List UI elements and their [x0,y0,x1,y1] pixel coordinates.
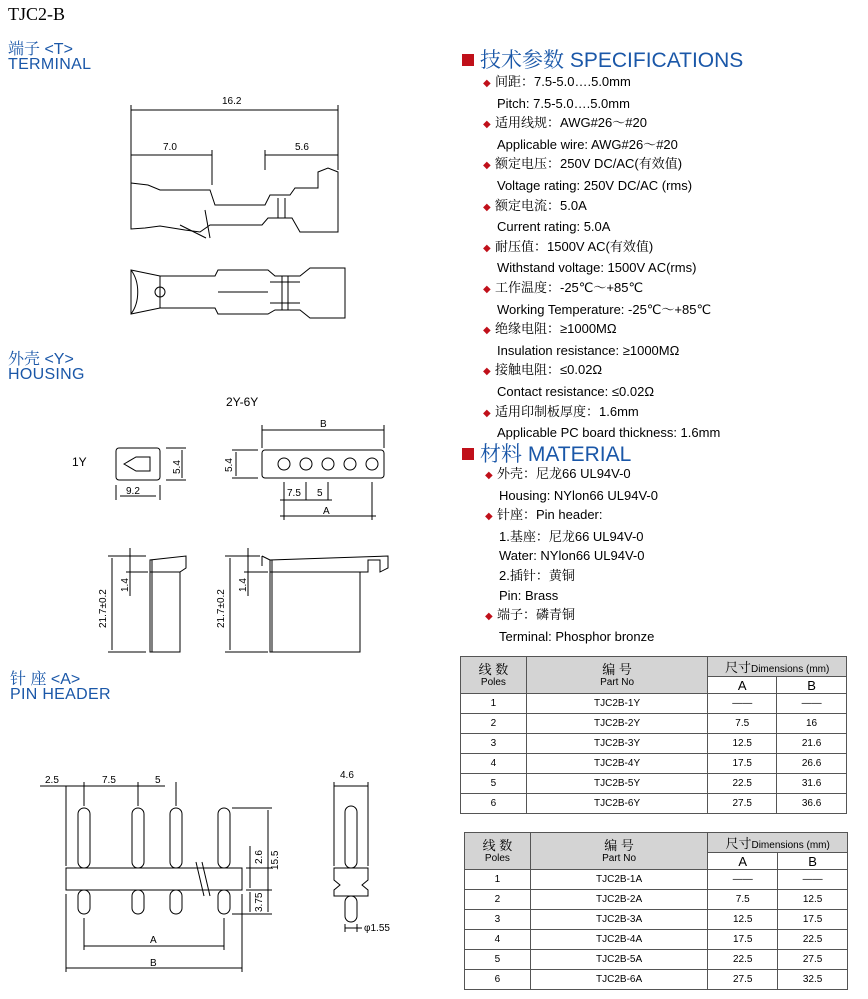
spec-item: ◆ 间距：7.5-5.0….5.0mm [497,72,720,94]
dim-side2-h: 1.4 [238,578,249,592]
col-a: A [708,677,777,694]
dim-2y-pitch2: 5 [317,488,323,499]
table-row: 6 TJC2B-6A 27.5 32.5 [465,970,848,990]
dim-2y-B: B [320,419,327,430]
dim-ph-15-5: 15.5 [270,850,281,870]
dim-2y-height: 5.4 [224,458,235,472]
table-row: 3 TJC2B-3Y 12.5 21.6 [461,734,847,754]
table-row: 4 TJC2B-4A 17.5 22.5 [465,930,848,950]
spec-item-en: Applicable PC board thickness: 1.6mm [497,425,721,441]
dim-1y-width: 9.2 [126,486,140,497]
spec-item: ◆ 工作温度：-25℃～+85℃ [497,278,720,300]
dim-ph-B: B [150,958,157,969]
terminal-label-cn: 端子 <T> [8,41,73,58]
material-line: ◆ 端子：磷青铜 [499,605,658,627]
dim-side1-total: 21.7±0.2 [98,589,109,628]
material-line: Water: NYlon66 UL94V-0 [499,548,645,564]
label-housing-1y: 1Y [72,455,87,469]
spec-item-en: Contact resistance: ≤0.02Ω [497,383,655,399]
dimension-table-pin-header [464,832,848,990]
material-line: Housing: NYlon66 UL94V-0 [499,487,658,503]
table-row: 5 TJC2B-5Y 22.5 31.6 [461,774,847,794]
spec-title-cn: 技术参数 [480,49,564,72]
material-line: 1.基座：尼龙66 UL94V-0 [499,528,644,544]
material-title-cn: 材料 [480,443,522,466]
material-line: 2.插针：黄铜 [499,567,575,583]
diamond-bullet-icon: ◆ [485,611,493,623]
table-row: 3 TJC2B-3A 12.5 17.5 [465,910,848,930]
dim-terminal-left: 7.0 [163,142,177,153]
material-line: Terminal: Phosphor bronze [499,628,655,644]
table-row: 4 TJC2B-4Y 17.5 26.6 [461,754,847,774]
col-part-no: 编 号 Part No [526,657,707,694]
col-dimensions: 尺寸Dimensions (mm) [708,657,847,677]
col-dimensions: 尺寸Dimensions (mm) [708,833,848,853]
spec-item-en: Current rating: 5.0A [497,219,611,235]
housing-label-en: HOUSING [8,366,85,383]
spec-item-en: Insulation resistance: ≥1000MΩ [497,342,680,358]
diamond-bullet-icon: ◆ [483,407,491,419]
terminal-label-en: TERMINAL [8,56,92,73]
dimension-table-housing [460,656,847,814]
diamond-bullet-icon: ◆ [483,366,491,378]
table-row: 2 TJC2B-2A 7.5 12.5 [465,890,848,910]
table-row: 5 TJC2B-5A 22.5 27.5 [465,950,848,970]
spec-item-en: Withstand voltage: 1500V AC(rms) [497,260,697,276]
dim-ph-2-6: 2.6 [254,850,265,864]
material-list [485,464,658,646]
spec-item-en: Voltage rating: 250V DC/AC (rms) [497,177,693,193]
dim-ph-2-5: 2.5 [45,775,59,786]
spec-item: ◆ 适用印制板厚度：1.6mm [497,402,720,424]
diamond-bullet-icon: ◆ [483,119,491,131]
table-row: 6 TJC2B-6Y 27.5 36.6 [461,794,847,814]
housing-2y6y-front [232,425,384,520]
label-housing-2y6y: 2Y-6Y [226,395,259,409]
col-poles: 线 数 Poles [465,833,531,870]
dim-ph-A: A [150,935,157,946]
spec-item-en: Applicable wire: AWG#26～#20 [497,136,678,152]
table-row: 1 TJC2B-1Y —— —— [461,694,847,714]
dim-terminal-right: 5.6 [295,142,309,153]
dim-ph-7-5: 7.5 [102,775,116,786]
diamond-bullet-icon: ◆ [483,242,491,254]
dim-ph-diameter: φ1.55 [364,923,390,934]
material-title-en: MATERIAL [527,443,632,466]
spec-item-en: Working Temperature: -25℃～+85℃ [497,301,712,317]
housing-side-view-1 [108,548,186,652]
col-part-no: 编 号 Part No [530,833,707,870]
dim-side2-total: 21.7±0.2 [216,589,227,628]
dim-ph-5: 5 [155,775,161,786]
col-b: B [778,853,848,870]
diamond-bullet-icon: ◆ [483,160,491,172]
table-row: 1 TJC2B-1A —— —— [465,870,848,890]
col-poles: 线 数 Poles [461,657,527,694]
diamond-bullet-icon: ◆ [485,470,493,481]
spec-item: ◆ 接触电阻：≤0.02Ω [497,360,720,382]
spec-item: ◆ 适用线规：AWG#26～#20 [497,113,720,135]
square-bullet-icon [462,54,474,66]
diamond-bullet-icon: ◆ [485,511,493,523]
terminal-side-view [131,105,338,238]
diamond-bullet-icon: ◆ [483,325,491,337]
dim-ph-4-6: 4.6 [340,770,354,781]
dim-terminal-total: 16.2 [222,96,242,107]
terminal-top-view [131,268,345,318]
col-b: B [777,677,847,694]
material-line: ◆ 针座：Pin header: [499,505,658,527]
pin-header-side [334,782,368,932]
spec-item: ◆ 绝缘电阻：≥1000MΩ [497,319,720,341]
pin-header-label-en: PIN HEADER [10,686,111,703]
housing-side-view-2 [225,548,388,652]
spec-item: ◆ 额定电压：250V DC/AC(有效值) [497,154,720,176]
spec-list [483,72,721,443]
spec-item-en: Pitch: 7.5-5.0….5.0mm [497,95,630,111]
spec-item: ◆ 耐压值：1500V AC(有效值) [497,237,720,259]
table-row: 2 TJC2B-2Y 7.5 16 [461,714,847,734]
specifications-heading [462,44,743,74]
pin-header-label-cn: 针 座 <A> [10,671,81,688]
square-bullet-icon [462,448,474,460]
col-a: A [708,853,778,870]
dim-side1-h: 1.4 [120,578,131,592]
dim-2y-pitch1: 7.5 [287,488,301,499]
dim-ph-3-75: 3.75 [254,892,265,912]
spec-title-en: SPECIFICATIONS [569,49,744,72]
material-line: ◆ 外壳：尼龙66 UL94V-0 [499,464,658,486]
diamond-bullet-icon: ◆ [483,78,491,89]
diamond-bullet-icon: ◆ [483,201,491,213]
material-line: Pin: Brass [499,587,559,603]
housing-label-cn: 外壳 <Y> [8,351,74,368]
model-title: TJC2-B [8,4,66,24]
spec-item: ◆ 额定电流：5.0A [497,196,720,218]
dim-1y-height: 5.4 [172,460,183,474]
diamond-bullet-icon: ◆ [483,283,491,295]
dim-2y-A: A [323,506,330,517]
